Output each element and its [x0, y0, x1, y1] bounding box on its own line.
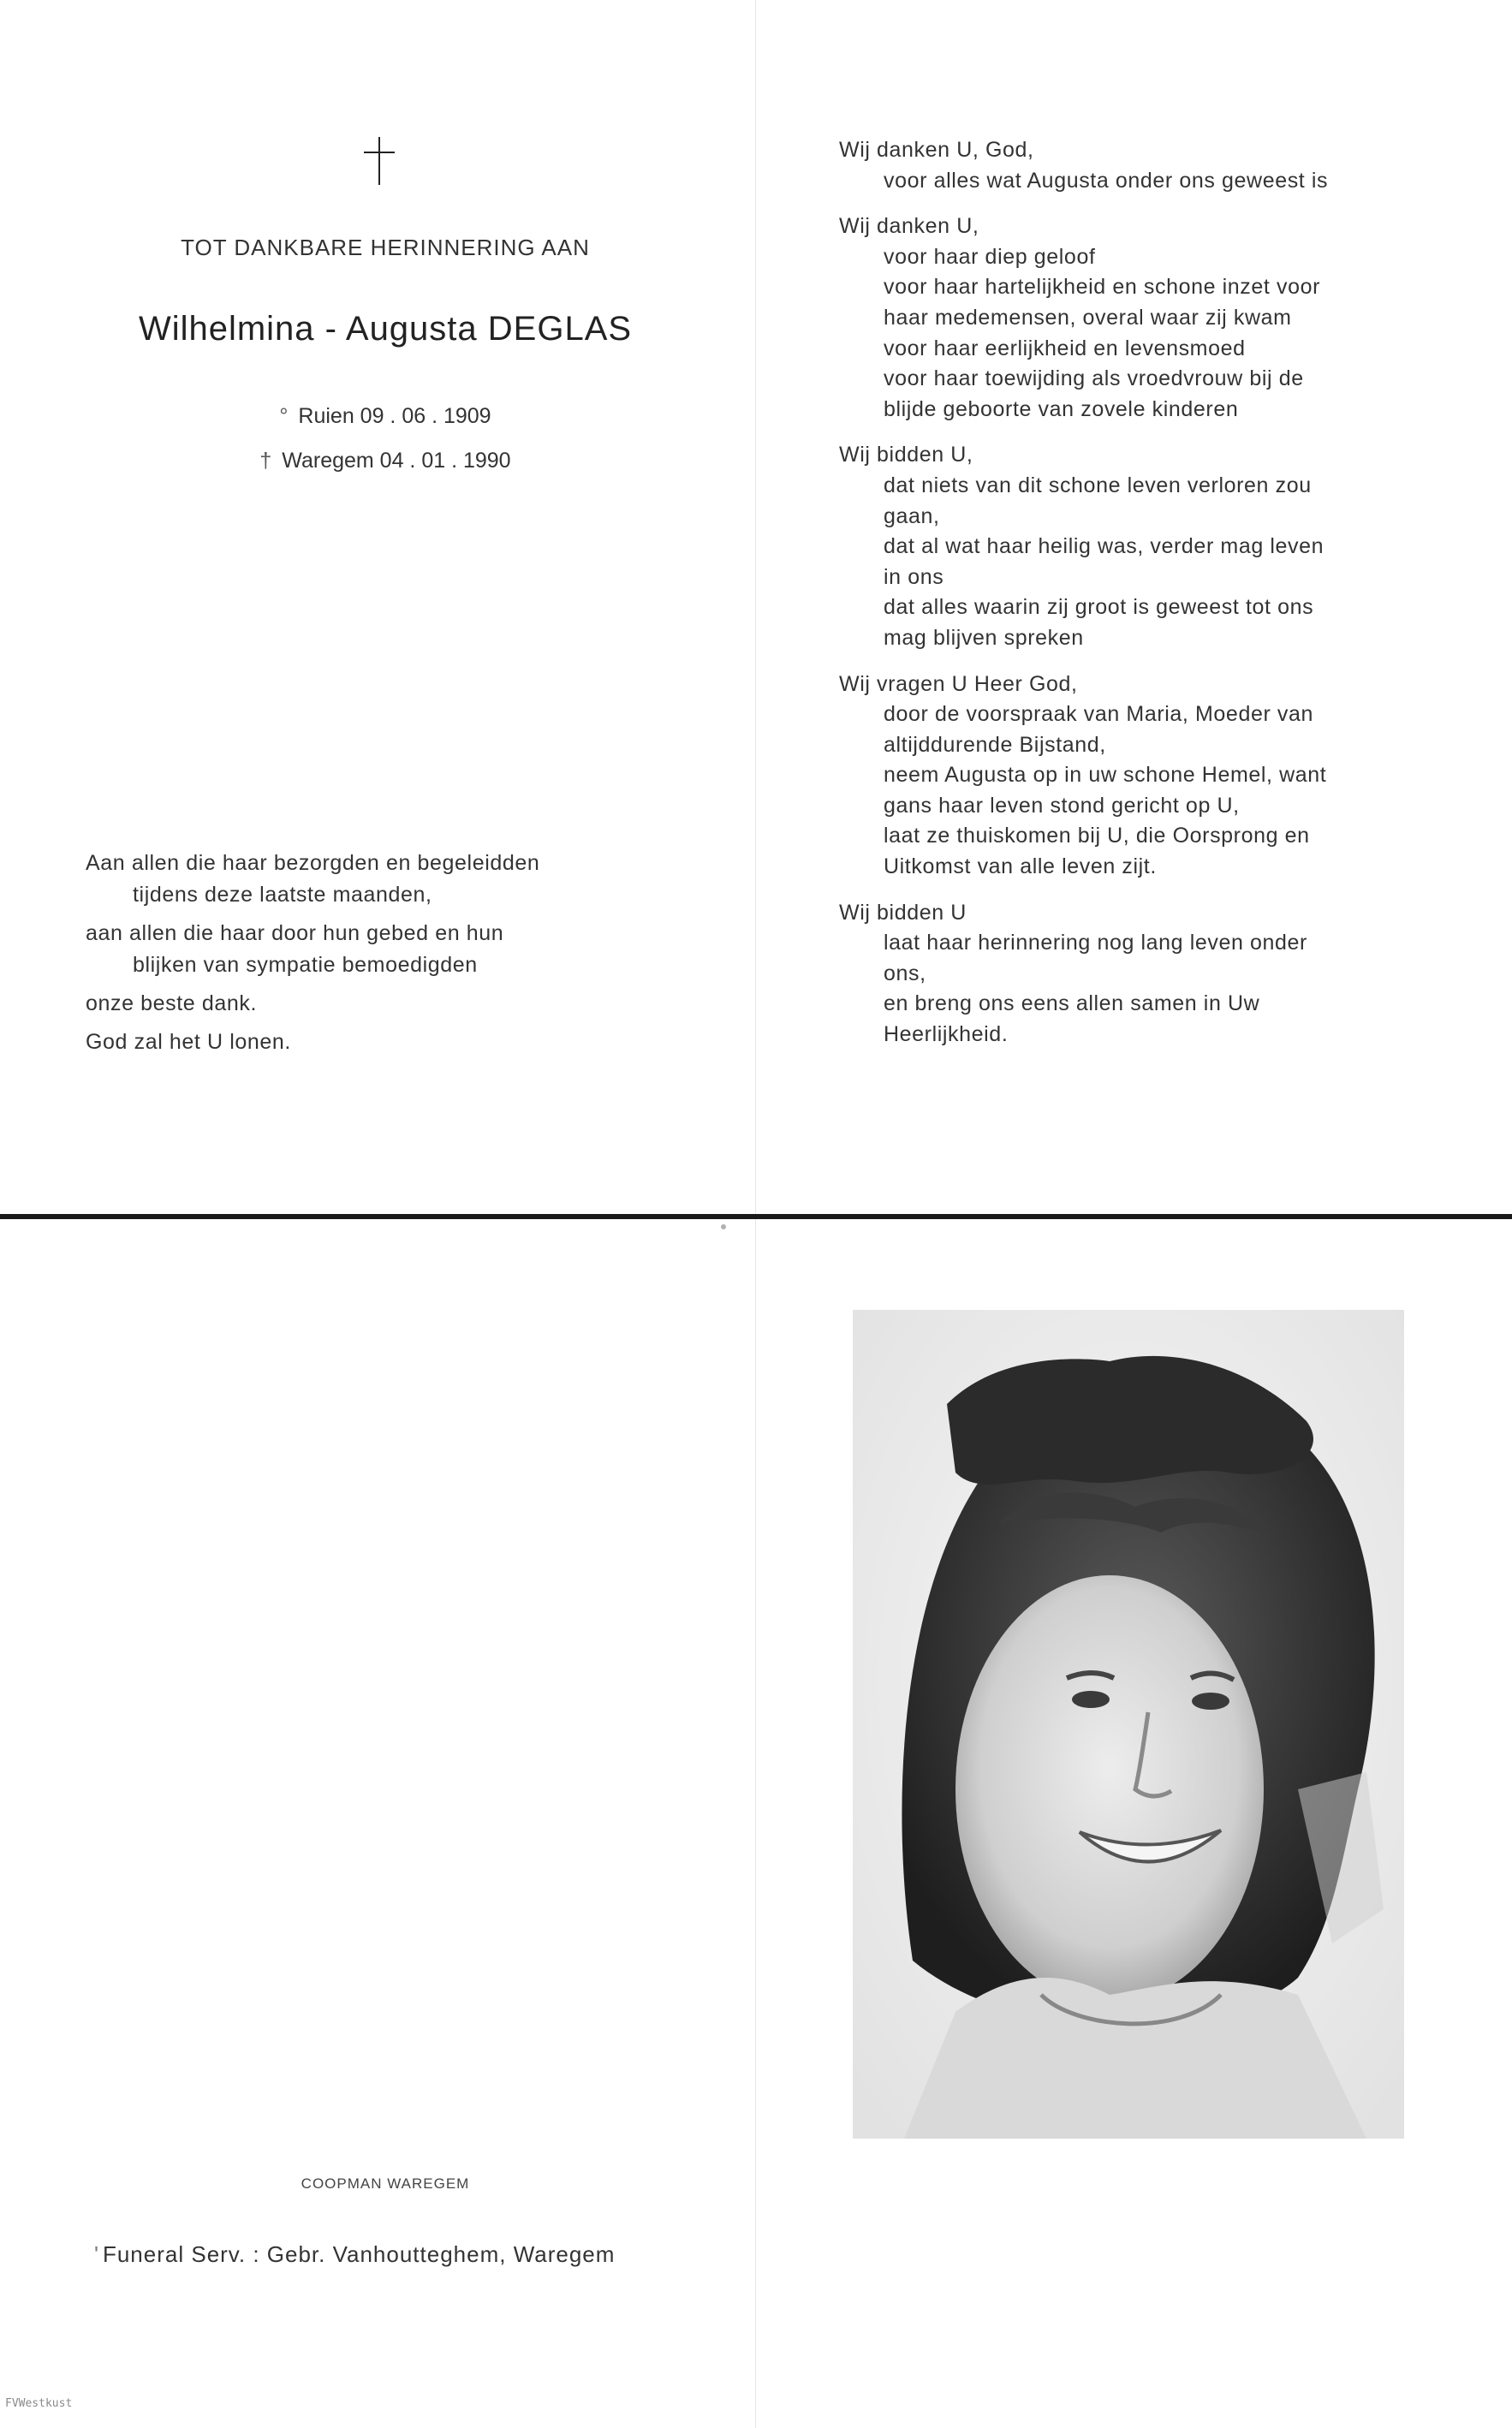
prayer-line: voor haar toewijding als vroedvrouw bij de	[884, 366, 1304, 391]
prayer-stanza-head: Wij bidden U	[839, 900, 967, 925]
prayer-line: dat al wat haar heilig was, verder mag leven	[884, 534, 1324, 559]
prayer-line: Uitkomst van alle leven zijt.	[884, 854, 1157, 879]
prayer-line: mag blijven spreken	[884, 625, 1084, 650]
death-text: Waregem 04 . 01 . 1990	[282, 449, 511, 473]
prayer-line: gans haar leven stond gericht op U,	[884, 793, 1240, 818]
prayer-line: neem Augusta op in uw schone Hemel, want	[884, 763, 1327, 788]
prayer-stanza-head: Wij vragen U Heer God,	[839, 671, 1078, 696]
corner-watermark: FVWestkust	[5, 2397, 73, 2410]
thanks-paragraph	[86, 918, 634, 981]
death-symbol: †	[259, 449, 272, 473]
prayer-line: voor haar hartelijkheid en schone inzet voor	[884, 275, 1321, 300]
prayer-line: in ons	[884, 564, 944, 589]
thanks-line: onze beste dank.	[86, 991, 258, 1015]
memorial-intro: TOT DANKBARE HERINNERING AAN	[181, 235, 590, 260]
thanks-text	[86, 848, 634, 1065]
prayer-text	[839, 135, 1430, 1066]
cross-icon	[364, 137, 395, 185]
prayer-stanza	[839, 211, 1430, 425]
prayer-line: dat alles waarin zij groot is geweest tot ons	[884, 595, 1314, 620]
prayer-line: blijde geboorte van zovele kinderen	[884, 396, 1239, 421]
tick-mark: '	[94, 2241, 99, 2267]
prayer-line: gaan,	[884, 503, 940, 528]
prayer-line: voor haar eerlijkheid en levensmoed	[884, 336, 1246, 360]
prayer-stanza	[839, 135, 1430, 196]
prayer-line: en breng ons eens allen samen in Uw	[884, 991, 1260, 1016]
scan-speck	[721, 1224, 726, 1229]
death-date	[86, 449, 685, 473]
thanks-line: Aan allen die haar bezorgden en begeleidden	[86, 851, 540, 875]
prayer-line: door de voorspraak van Maria, Moeder van	[884, 702, 1314, 727]
prayer-line: dat niets van dit schone leven verloren zou	[884, 473, 1312, 497]
deceased-name: Wilhelmina - Augusta DEGLAS	[138, 310, 633, 348]
portrait-photo	[853, 1310, 1404, 2139]
birth-symbol: °	[279, 404, 289, 428]
prayer-stanza-head: Wij danken U,	[839, 214, 979, 239]
printer-credit: COOPMAN WAREGEM	[301, 2175, 470, 2192]
prayer-line: Heerlijkheid.	[884, 1022, 1009, 1047]
birth-date	[86, 404, 685, 429]
prayer-stanza-head: Wij danken U, God,	[839, 138, 1034, 162]
prayer-line: ons,	[884, 961, 926, 985]
prayer-line: laat ze thuiskomen bij U, die Oorsprong en	[884, 824, 1310, 848]
prayer-stanza	[839, 440, 1430, 653]
prayer-line: altijddurende Bijstand,	[884, 732, 1106, 757]
prayer-line: voor alles wat Augusta onder ons geweest is	[884, 168, 1329, 193]
funeral-service	[94, 2241, 615, 2268]
thanks-line: blijken van sympatie bemoedigden	[133, 953, 478, 977]
prayer-stanza	[839, 898, 1430, 1050]
prayer-line: voor haar diep geloof	[884, 244, 1096, 269]
birth-text: Ruien 09 . 06 . 1909	[298, 404, 491, 428]
fold-line-bottom	[755, 1219, 756, 2428]
prayer-line: haar medemensen, overal waar zij kwam	[884, 305, 1292, 330]
prayer-stanza	[839, 669, 1430, 883]
thanks-line: God zal het U lonen.	[86, 1030, 291, 1054]
funeral-text: Funeral Serv. : Gebr. Vanhoutteghem, Waregem	[102, 2241, 616, 2267]
portrait-image	[853, 1310, 1404, 2139]
prayer-line: laat haar herinnering nog lang leven onder	[884, 931, 1307, 955]
fold-line-top	[755, 0, 756, 1214]
prayer-stanza-head: Wij bidden U,	[839, 443, 973, 467]
thanks-paragraph	[86, 848, 634, 911]
thanks-line: tijdens deze laatste maanden,	[133, 883, 432, 907]
thanks-line: aan allen die haar door hun gebed en hun	[86, 921, 504, 945]
